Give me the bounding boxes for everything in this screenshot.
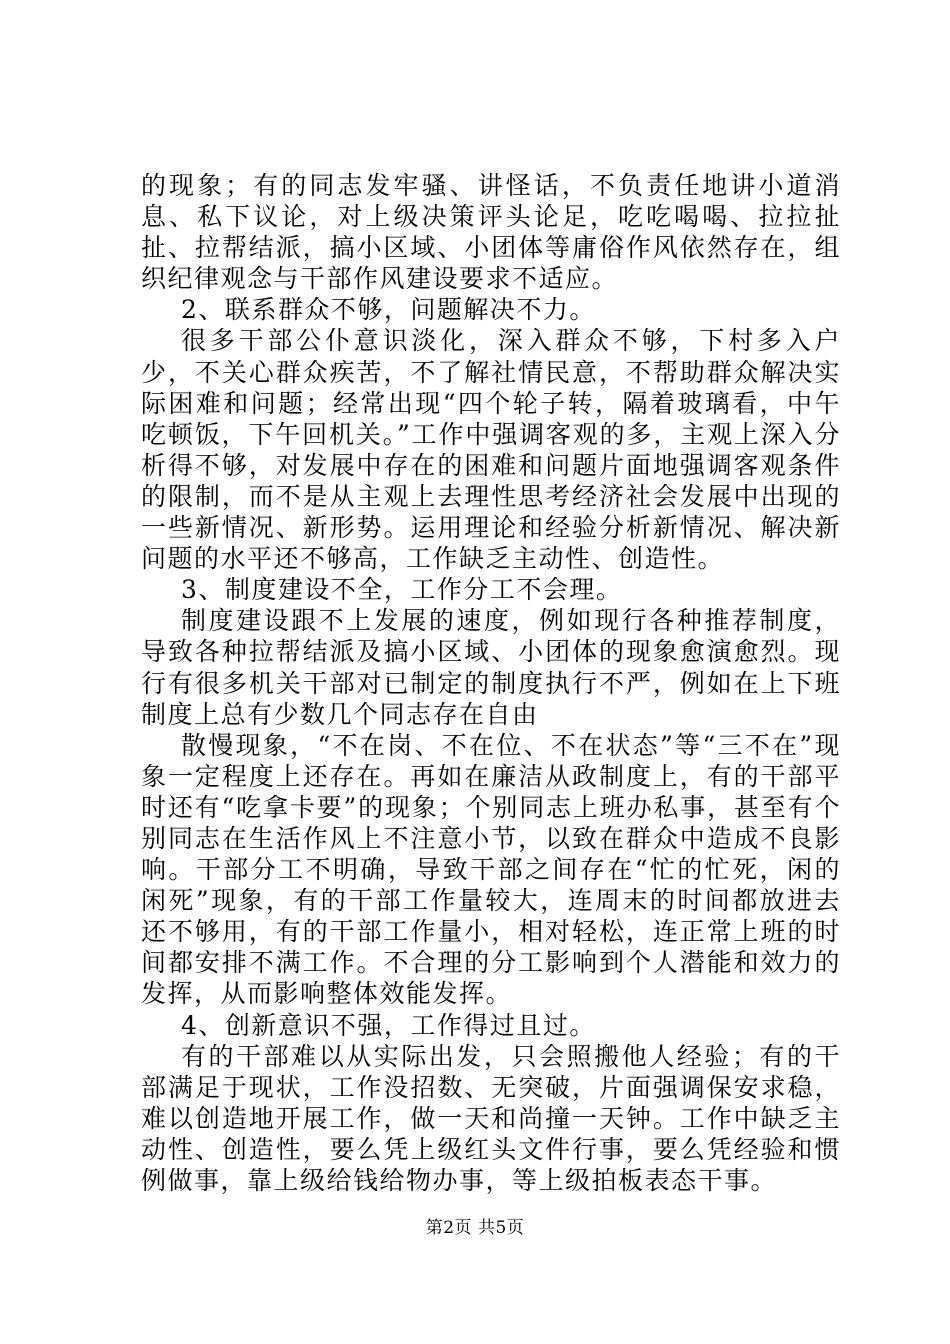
section-heading-3: 3、制度建设不全，工作分工不会理。 — [181, 575, 623, 605]
document-body — [141, 170, 841, 1196]
paragraph-2: 很多干部公仆意识淡化，深入群众不够，下村多入户少，不关心群众疾苦，不了解社情民意，不帮助群众解决实际困难和问题；经常出现“四个轮子转，隔着玻璃看，中午吃顿饭，下午回机关。”工作中强调客观的多，主观上深入分析得不够，对发展中存在的困难和问题片面地强调客观条件的限制，而不是从主观上去理性思考经济社会发展中出现的一些新情况、新形势。运用理论和经验分析新情况、解决新问题的水平还不够高，工作缺乏主动性、创造性。 — [141, 326, 841, 574]
section-heading-4: 4、创新意识不强，工作得过且过。 — [181, 1010, 596, 1040]
paragraph-3: 制度建设跟不上发展的速度，例如现行各种推荐制度，导致各种拉帮结派及搞小区域、小团体的现象愈演愈烈。现行有很多机关干部对已制定的制度执行不严，例如在上下班制度上总有少数几个同志存在自由 — [141, 606, 841, 729]
page-number: 第2页 共5页 — [425, 1218, 525, 1238]
paragraph-5: 有的干部难以从实际出发，只会照搬他人经验；有的干部满足于现状，工作没招数、无突破，片面强调保安求稳，难以创造地开展工作，做一天和尚撞一天钟。工作中缺乏主动性、创造性，要么凭上级红头文件行事，要么凭经验和惯例做事，靠上级给钱给物办事，等上级拍板表态干事。 — [141, 1041, 841, 1195]
paragraph-1: 的现象；有的同志发牢骚、讲怪话，不负责任地讲小道消息、私下议论，对上级决策评头论足，吃吃喝喝、拉拉扯扯、拉帮结派，搞小区域、小团体等庸俗作风依然存在，组织纪律观念与干部作风建设要求不适应。 — [141, 171, 841, 294]
paragraph-4: 散慢现象，“不在岗、不在位、不在状态”等“三不在”现象一定程度上还存在。再如在廉洁从政制度上，有的干部平时还有“吃拿卡要”的现象；个别同志上班办私事，甚至有个别同志在生活作风上不注意小节，以致在群众中造成不良影响。干部分工不明确，导致干部之间存在“忙的忙死，闲的闲死”现象，有的干部工作量较大，连周末的时间都放进去还不够用，有的干部工作量小，相对轻松，连正常上班的时间都安排不满工作。不合理的分工影响到个人潜能和效力的发挥，从而影响整体效能发挥。 — [141, 730, 841, 1009]
section-heading-2: 2、联系群众不够，问题解决不力。 — [181, 295, 596, 325]
